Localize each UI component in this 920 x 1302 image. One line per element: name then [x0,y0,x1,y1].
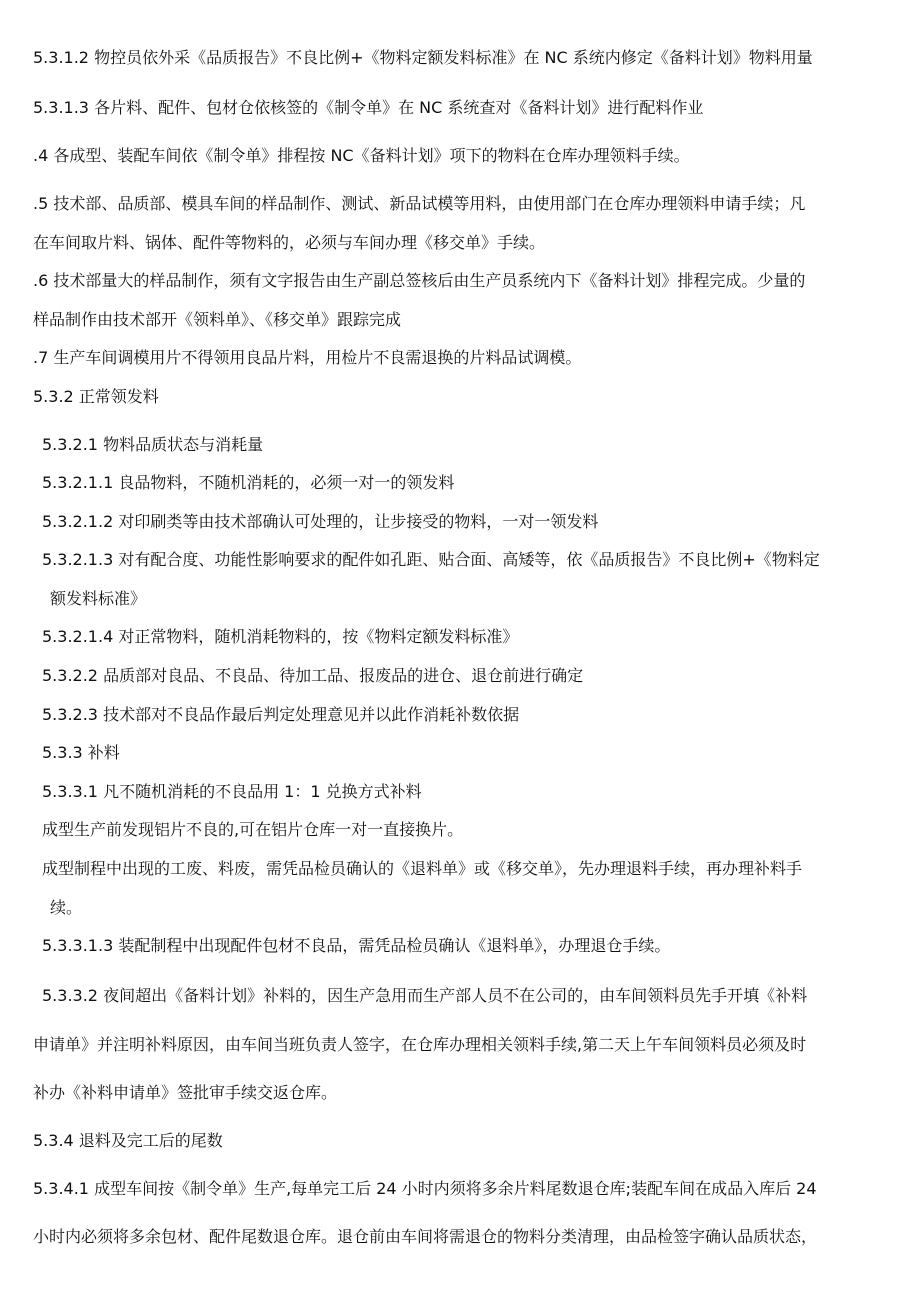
text-line: 成型生产前发现铝片不良的,可在铝片仓库一对一直接换片。 [42,820,464,839]
text-line: 5.3.2.1.4 对正常物料，随机消耗物料的，按《物料定额发料标准》 [42,627,519,646]
text-line: .4 各成型、装配车间依《制令单》排程按 NC《备料计划》项下的物料在仓库办理领料手续。 [33,146,690,165]
text-line: 样品制作由技术部开《领料单》、《移交单》跟踪完成 [33,310,402,329]
text-line: 5.3.1.2 物控员依外采《品质报告》不良比例+《物料定额发料标准》在 NC 系统内修定《备料计划》物料用量 [33,48,813,67]
text-line: .7 生产车间调模用片不得领用良品片料，用检片不良需退换的片料品试调模。 [33,348,582,367]
subsection-heading: 5.3.2.1 物料品质状态与消耗量 [42,435,264,454]
text-line: 成型制程中出现的工废、料废，需凭品检员确认的《退料单》或《移交单》，先办理退料手续，再办理补料手 [42,859,803,878]
section-heading: 5.3.3 补料 [42,743,120,762]
text-line: 小时内必须将多余包材、配件尾数退仓库。退仓前由车间将需退仓的物料分类清理，由品检签字确认品质状态， [33,1227,818,1246]
text-line: .6 技术部量大的样品制作，须有文字报告由生产副总签核后由生产员系统内下《备料计划》排程完成。少量的 [33,271,806,290]
section-heading: 5.3.2 正常领发料 [33,387,159,406]
text-line: 5.3.3.2 夜间超出《备料计划》补料的，因生产急用而生产部人员不在公司的，由车间领料员先手开填《补料 [42,986,808,1005]
text-line: 5.3.3.1 凡不随机消耗的不良品用 1：1 兑换方式补料 [42,782,422,801]
text-line: 5.3.2.2 品质部对良品、不良品、待加工品、报废品的进仓、退仓前进行确定 [42,666,584,685]
section-heading: 5.3.4 退料及完工后的尾数 [33,1131,223,1150]
text-line: 5.3.1.3 各片料、配件、包材仓依核签的《制令单》在 NC 系统查对《备料计划》进行配料作业 [33,98,704,117]
text-line: 5.3.2.1.2 对印刷类等由技术部确认可处理的，让步接受的物料，一对一领发料 [42,512,599,531]
text-line: 5.3.3.1.3 装配制程中出现配件包材不良品，需凭品检员确认《退料单》，办理退仓手续。 [42,936,671,955]
text-line: 补办《补料申请单》签批审手续交返仓库。 [33,1083,338,1102]
text-line: 5.3.2.1.3 对有配合度、功能性影响要求的配件如孔距、贴合面、高矮等，依《品质报告》不良比例+《物料定 [42,550,820,569]
text-line: 5.3.2.3 技术部对不良品作最后判定处理意见并以此作消耗补数依据 [42,705,520,724]
text-line: 在车间取片料、锅体、配件等物料的，必须与车间办理《移交单》手续。 [33,233,546,252]
text-line: 5.3.4.1 成型车间按《制令单》生产,每单完工后 24 小时内须将多余片料尾数退仓库;装配车间在成品入库后 24 [33,1179,817,1198]
text-line: 5.3.2.1.1 良品物料，不随机消耗的，必须一对一的领发料 [42,473,455,492]
text-line: 额发料标准》 [50,589,147,608]
text-line: 续。 [50,898,83,917]
text-line: 申请单》并注明补料原因，由车间当班负责人签字，在仓库办理相关领料手续,第二天上午车间领料员必须及时 [33,1035,807,1054]
text-line: .5 技术部、品质部、模具车间的样品制作、测试、新品试模等用料，由使用部门在仓库办理领料申请手续；凡 [33,194,806,213]
